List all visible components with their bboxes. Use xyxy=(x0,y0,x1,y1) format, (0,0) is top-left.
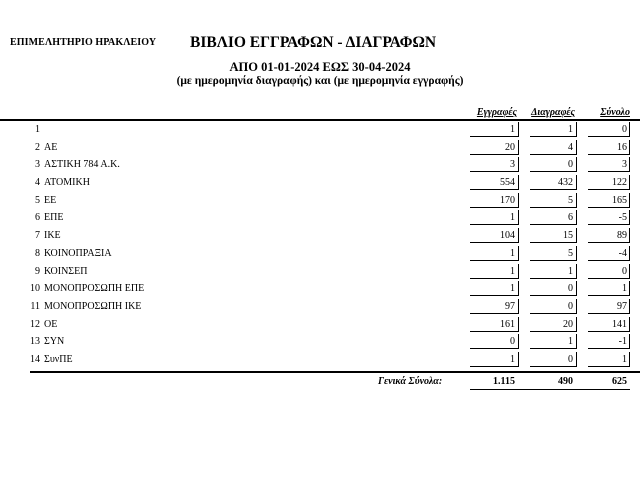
row-total: 0 xyxy=(622,265,627,277)
row-legal-form: ΕΕ xyxy=(44,194,57,206)
column-header-deletions: Διαγραφές xyxy=(531,107,575,118)
total-registrations: 1.115 xyxy=(493,376,515,387)
row-legal-form: ΑΤΟΜΙΚΗ xyxy=(44,177,90,189)
row-deletions: 0 xyxy=(568,353,573,365)
row-total: -1 xyxy=(618,336,627,348)
row-total: -5 xyxy=(618,212,627,224)
table-row xyxy=(0,246,640,264)
chamber-name: ΕΠΙΜΕΛΗΤΗΡΙΟ ΗΡΑΚΛΕΙΟΥ xyxy=(10,37,157,48)
row-deletions: 0 xyxy=(568,300,573,312)
table-row xyxy=(0,210,640,228)
header-divider xyxy=(0,119,640,121)
table-body xyxy=(0,122,640,370)
table-row xyxy=(0,281,640,299)
row-registrations: 1 xyxy=(510,124,515,135)
row-deletions: 4 xyxy=(568,141,573,153)
row-number: 3 xyxy=(35,159,40,171)
table-row xyxy=(0,317,640,335)
row-total: 16 xyxy=(617,141,627,153)
totals-label: Γενικά Σύνολα: xyxy=(378,376,443,387)
row-total: 97 xyxy=(617,300,627,312)
row-registrations: 3 xyxy=(510,159,515,171)
row-total: 122 xyxy=(612,177,627,189)
row-registrations: 1 xyxy=(510,265,515,277)
row-number: 6 xyxy=(35,212,40,224)
row-number: 14 xyxy=(30,353,40,365)
row-legal-form: ΜΟΝΟΠΡΟΣΩΠΗ ΕΠΕ xyxy=(44,283,145,295)
row-registrations: 554 xyxy=(500,177,515,189)
row-legal-form: ΚΟΙΝΟΠΡΑΞΙΑ xyxy=(44,247,112,259)
report-note: (με ημερομηνία διαγραφής) και (με ημερομηνία εγγραφής) xyxy=(176,75,464,87)
table-row xyxy=(0,334,640,352)
row-registrations: 1 xyxy=(510,283,515,295)
row-total: 1 xyxy=(622,283,627,295)
row-deletions: 1 xyxy=(568,336,573,348)
row-deletions: 1 xyxy=(568,265,573,277)
row-registrations: 20 xyxy=(505,141,515,153)
row-legal-form: ΕΠΕ xyxy=(44,212,64,224)
row-deletions: 432 xyxy=(558,177,573,189)
row-total: 1 xyxy=(622,353,627,365)
row-registrations: 1 xyxy=(510,247,515,259)
row-legal-form: ΚΟΙΝΣΕΠ xyxy=(44,265,88,277)
row-registrations: 1 xyxy=(510,212,515,224)
row-registrations: 0 xyxy=(510,336,515,348)
row-number: 2 xyxy=(35,141,40,153)
table-row xyxy=(0,193,640,211)
row-deletions: 0 xyxy=(568,283,573,295)
row-legal-form: ΑΕ xyxy=(44,141,58,153)
row-number: 10 xyxy=(30,283,40,295)
row-number: 5 xyxy=(35,194,40,206)
footer-divider xyxy=(30,371,640,373)
row-registrations: 97 xyxy=(505,300,515,312)
table-row xyxy=(0,175,640,193)
row-number: 8 xyxy=(35,247,40,259)
table-row xyxy=(0,299,640,317)
row-number: 13 xyxy=(30,336,40,348)
row-number: 9 xyxy=(35,265,40,277)
total-deletions: 490 xyxy=(558,376,573,387)
row-number: 1 xyxy=(35,124,40,135)
row-legal-form: ΟΕ xyxy=(44,318,58,330)
table-row xyxy=(0,228,640,246)
row-legal-form: ΑΣΤΙΚΗ 784 Α.Κ. xyxy=(44,159,120,171)
column-header-total: Σύνολο xyxy=(600,107,630,118)
row-deletions: 6 xyxy=(568,212,573,224)
table-row xyxy=(0,157,640,175)
row-registrations: 170 xyxy=(500,194,515,206)
row-total: 0 xyxy=(622,124,627,135)
table-row xyxy=(0,122,640,140)
row-legal-form: ΙΚΕ xyxy=(44,230,61,242)
report-title: ΒΙΒΛΙΟ ΕΓΓΡΑΦΩΝ - ΔΙΑΓΡΑΦΩΝ xyxy=(190,34,437,51)
totals-underline xyxy=(470,389,630,390)
row-registrations: 1 xyxy=(510,353,515,365)
table-row xyxy=(0,140,640,158)
row-number: 7 xyxy=(35,230,40,242)
row-total: 3 xyxy=(622,159,627,171)
row-legal-form: ΣυνΠΕ xyxy=(44,353,73,365)
total-sum: 625 xyxy=(612,376,627,387)
table-row xyxy=(0,352,640,370)
report-period: ΑΠΟ 01-01-2024 ΕΩΣ 30-04-2024 xyxy=(229,60,411,74)
row-total: 89 xyxy=(617,230,627,242)
row-total: 141 xyxy=(612,318,627,330)
column-header-registrations: Εγγραφές xyxy=(476,107,517,118)
row-total: -4 xyxy=(618,247,627,259)
table-row xyxy=(0,264,640,282)
row-number: 11 xyxy=(30,300,40,312)
row-deletions: 5 xyxy=(568,247,573,259)
row-number: 4 xyxy=(35,177,40,189)
row-registrations: 104 xyxy=(500,230,515,242)
row-legal-form: ΣΥΝ xyxy=(44,336,65,348)
row-deletions: 0 xyxy=(568,159,573,171)
row-deletions: 20 xyxy=(563,318,573,330)
row-total: 165 xyxy=(612,194,627,206)
row-deletions: 15 xyxy=(563,230,573,242)
row-deletions: 1 xyxy=(568,124,573,135)
row-registrations: 161 xyxy=(500,318,515,330)
row-number: 12 xyxy=(30,318,40,330)
row-deletions: 5 xyxy=(568,194,573,206)
row-legal-form: ΜΟΝΟΠΡΟΣΩΠΗ ΙΚΕ xyxy=(44,300,142,312)
